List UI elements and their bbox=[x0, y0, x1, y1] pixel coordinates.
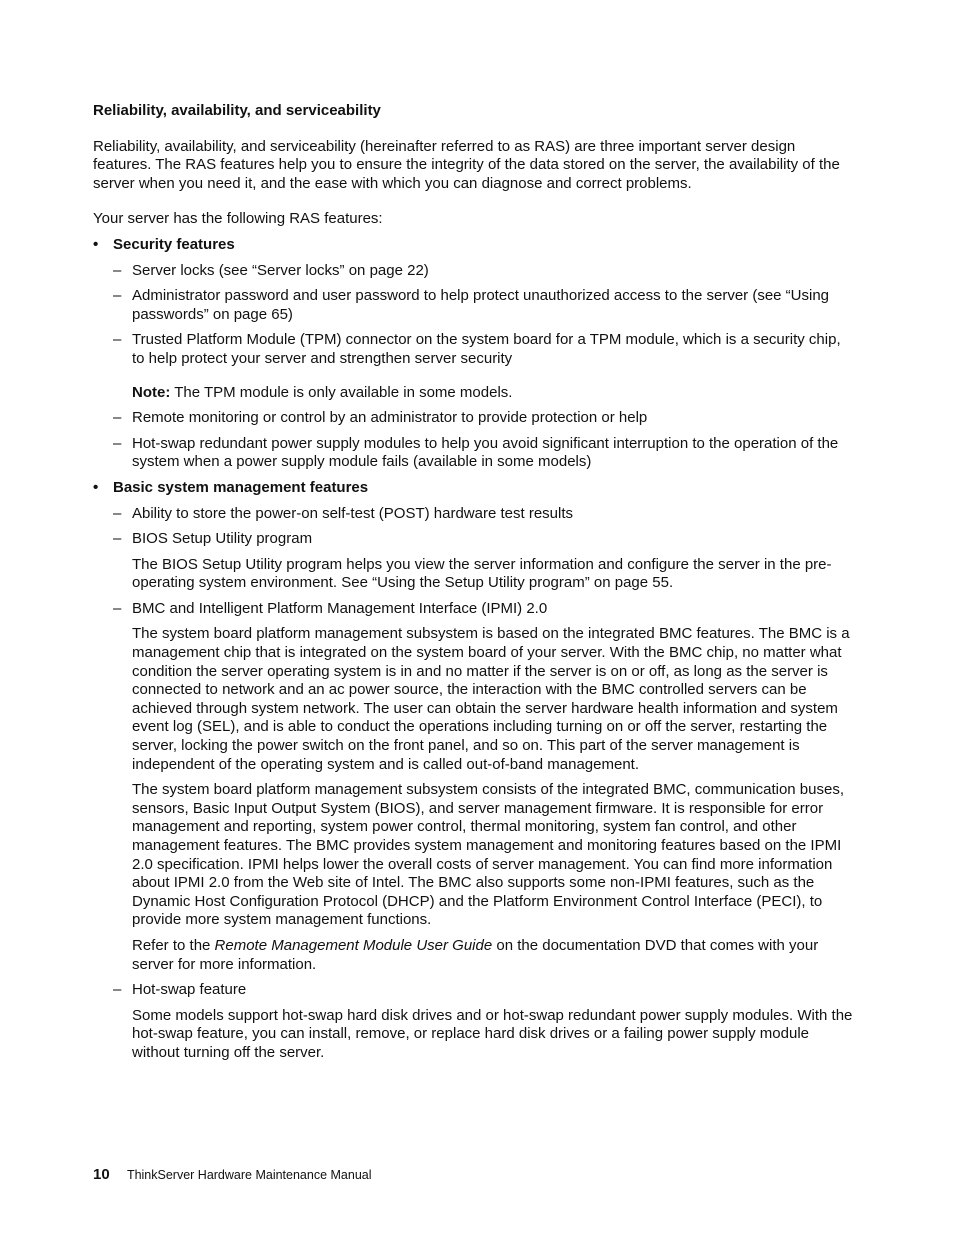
section-heading: Reliability, availability, and serviceability bbox=[93, 102, 381, 119]
lead-text: Your server has the following RAS features: bbox=[93, 210, 383, 228]
list-item: – BIOS Setup Utility program bbox=[113, 530, 313, 548]
guide-title: Remote Management Module User Guide bbox=[214, 936, 493, 954]
management-title: Basic system management features bbox=[113, 478, 369, 496]
bullet-icon: • bbox=[93, 478, 99, 496]
list-item: – Administrator password and user password to help protect unauthorized access to the server (see “Using passwords” on page 65) bbox=[113, 287, 830, 323]
page-number: 10 bbox=[93, 1166, 110, 1183]
tpm-note bbox=[93, 384, 853, 403]
manual-title: ThinkServer Hardware Maintenance Manual bbox=[126, 1168, 372, 1182]
list-item: – Hot-swap feature bbox=[113, 981, 247, 999]
bullet-icon: • bbox=[93, 235, 99, 253]
bmc-paragraph-1: The system board platform management subsystem is based on the integrated BMC features. The BMC is a management chip that is integrated on the system board of your server. With the BMC chip, no matter what condition the server operating system is in and no matter if the server is on or off, as long as the server is connected to network and an ac power source, the interaction with the BMC controlled servers can be achieved through system network. The user can obtain the server hardware health information and system event log (SEL), and is able to conduct the operations including turning on or off the server, restarting the server, locking the power switch on the front panel, and so on. This part of the server management is independent of the operating system and is called out-of-band management. bbox=[132, 625, 850, 773]
security-bullet bbox=[93, 236, 853, 255]
list-item: – Server locks (see “Server locks” on page 22) bbox=[113, 261, 429, 279]
note-label: Note: bbox=[132, 383, 171, 401]
intro-paragraph: Reliability, availability, and serviceability (hereinafter referred to as RAS) are three important server design features. The RAS features help you to ensure the integrity of the data stored on the server, the availability of the server when you need it, and the ease with which you can diagnose and correct problems. bbox=[93, 137, 840, 192]
management-bullet bbox=[93, 479, 853, 498]
page-footer bbox=[93, 1166, 372, 1185]
note-text: The TPM module is only available in some models. bbox=[174, 383, 513, 401]
list-item: – Ability to store the power-on self-test (POST) hardware test results bbox=[113, 504, 573, 522]
list-item: – Trusted Platform Module (TPM) connector on the system board for a TPM module, which is a security chip, to help protect your server and strengthen server security bbox=[113, 331, 841, 367]
list-item: – BMC and Intelligent Platform Management Interface (IPMI) 2.0 bbox=[113, 599, 548, 617]
list-item: – Remote monitoring or control by an administrator to provide protection or help bbox=[113, 409, 648, 427]
page-content bbox=[93, 102, 853, 1063]
bmc-paragraph-3: Refer to the Remote Management Module User Guide on the documentation DVD that comes with your server for more information. bbox=[132, 936, 819, 973]
bios-description: The BIOS Setup Utility program helps you view the server information and configure the server in the pre-operating system environment. See “Using the Setup Utility program” on page 55. bbox=[132, 555, 832, 592]
bmc-paragraph-2: The system board platform management subsystem consists of the integrated BMC, communication buses, sensors, Basic Input Output System (BIOS), and server management firmware. It is responsible for error management and reporting, system power control, thermal monitoring, system fan control, and other management features. The BMC provides system management and monitoring features based on the IPMI 2.0 specification. IPMI helps lower the overall costs of server management. You can find more information about IPMI 2.0 from the Web site of Intel. The BMC also supports some non-IPMI features, such as the Dynamic Host Configuration Protocol (DHCP) and the Platform Environment Control Interface (PECI), to provide more system management functions. bbox=[132, 781, 844, 929]
list-item: – Hot-swap redundant power supply modules to help you avoid significant interruption to the operation of the system when a power supply module fails (available in some models) bbox=[113, 434, 839, 471]
security-title: Security features bbox=[113, 235, 235, 253]
hot-swap-description: Some models support hot-swap hard disk drives and or hot-swap redundant power supply modules. With the hot-swap feature, you can install, remove, or replace hard disk drives or a failing power supply module without turning off the server. bbox=[132, 1006, 853, 1061]
